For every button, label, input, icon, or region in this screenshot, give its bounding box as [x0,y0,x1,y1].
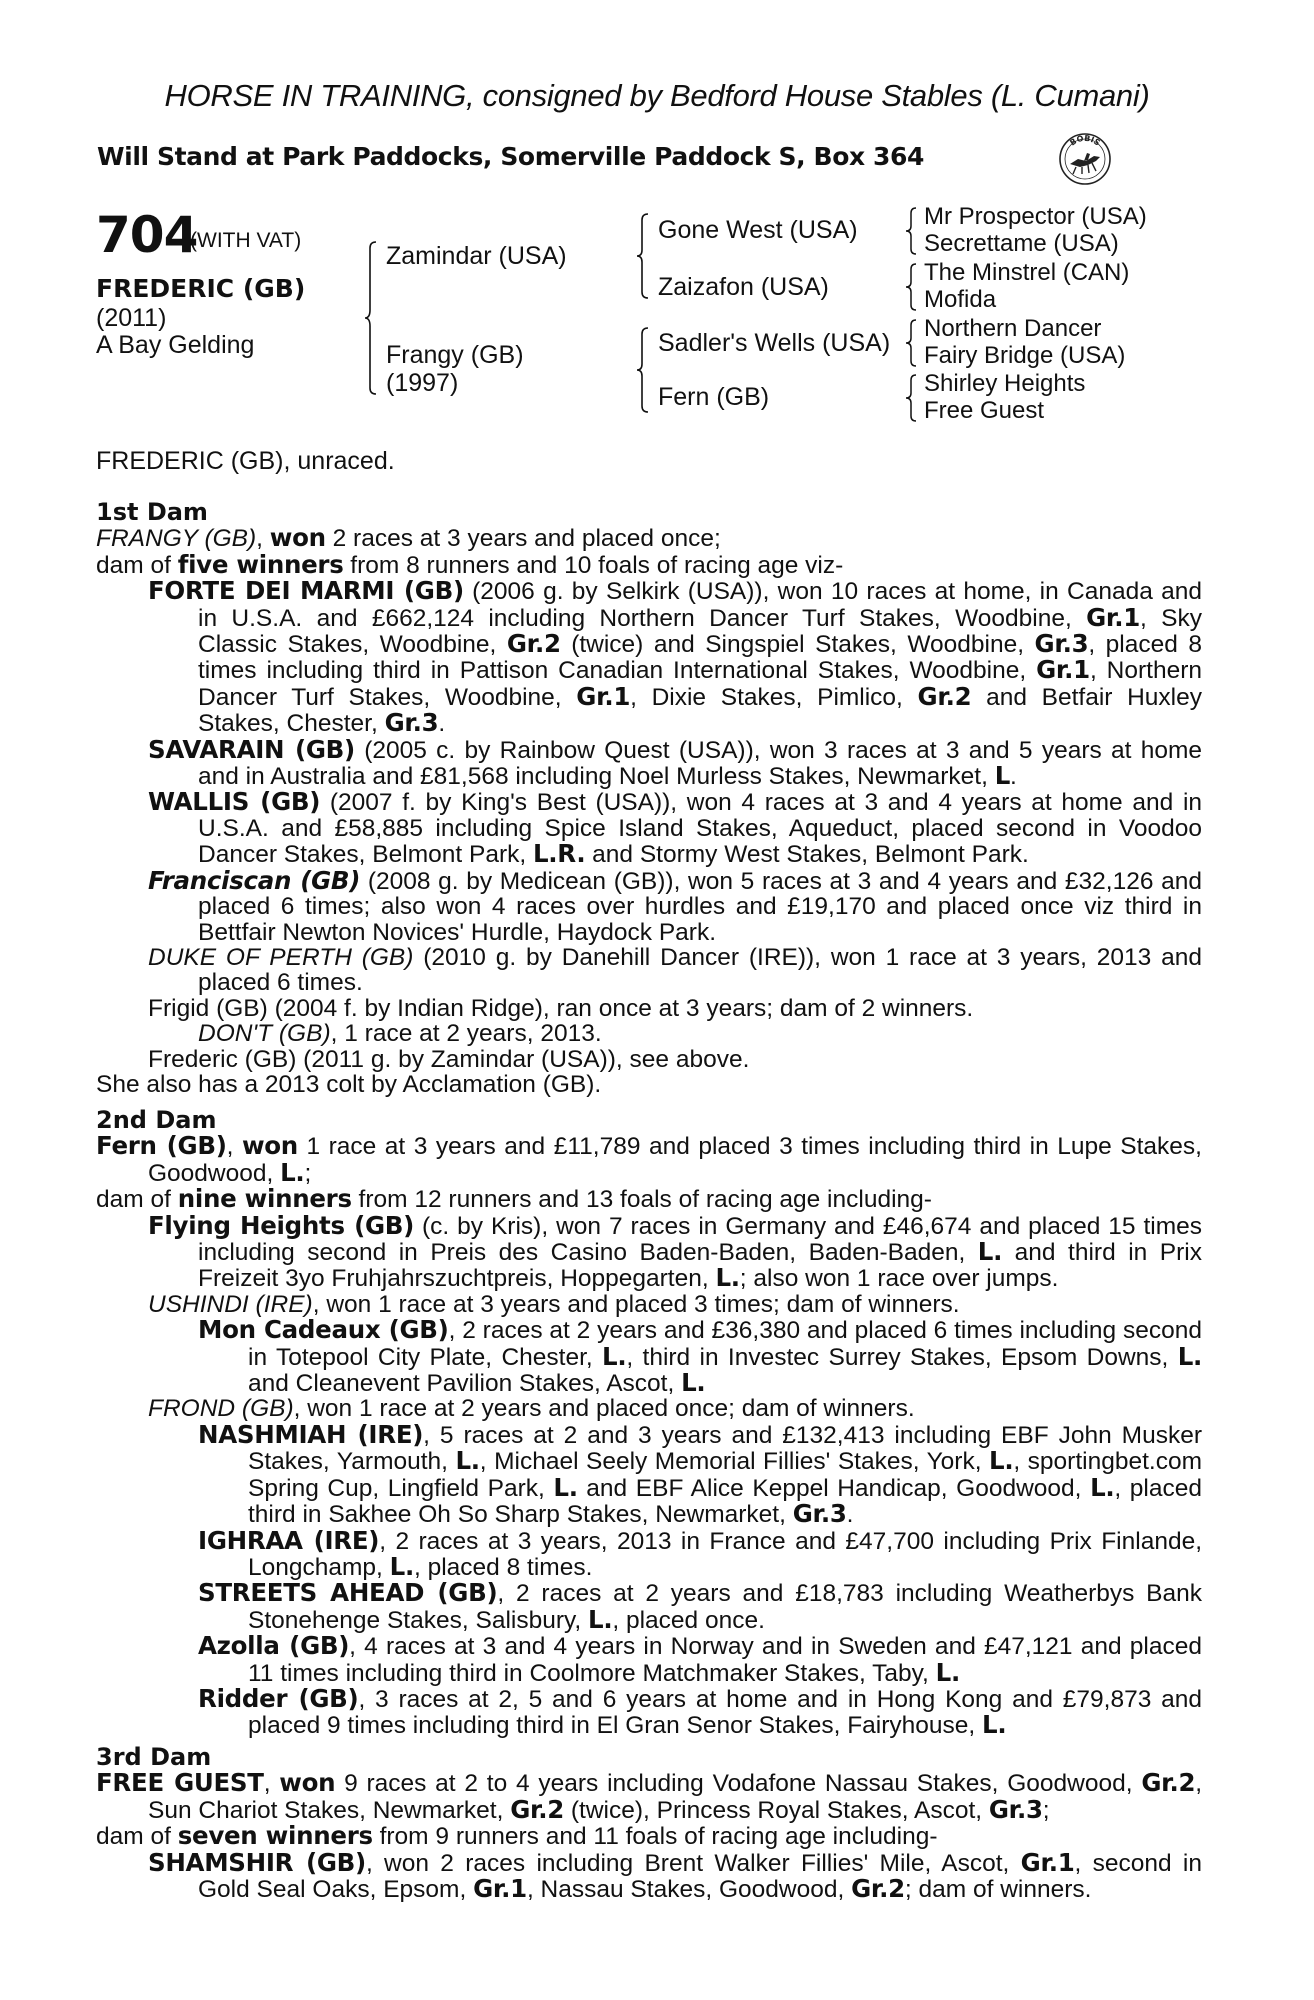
pedigree-bracket-sire [636,212,654,300]
pedigree-sire-sire: Gone West (USA) [658,216,858,244]
stand-location: Will Stand at Park Paddocks, Somerville Paddock S, Box 364 [97,142,924,171]
bobis-text: BOBIS [1068,133,1102,148]
horse-description: A Bay Gelding [96,331,255,359]
third-dam-record: FREE GUEST, won 9 races at 2 to 4 years including Vodafone Nassau Stakes, Goodwood, Gr.2, Sun Chariot Stakes, Newmarket, Gr.2 (twice), Princess Royal Stakes, Ascot, Gr.3; [96,1768,1203,1824]
produce-entry: Franciscan (GB) (2008 g. by Medicean (GB)), won 5 races at 3 and 4 years and £32,126 and placed 6 times; also won 4 races over hurdles and £19,170 and placed once viz third in Bettfair Newton Novices' Hurdle, Haydock Park. [148,865,1202,946]
bobis-seal-text [1058,132,1112,186]
produce-entry: Frigid (GB) (2004 f. by Indian Ridge), ran once at 3 years; dam of 2 winners. [148,994,974,1022]
produce-entry: Flying Heights (GB) (c. by Kris), won 7 races in Germany and £46,674 and placed 15 times including second in Preis des Casino Baden-Baden, Baden-Baden, L. and third in Prix Freizeit 3yo Fruhjahrszuchtpreis, Hoppegarten, L.; also won 1 race over jumps. [148,1210,1203,1293]
race-record: FREDERIC (GB), unraced. [96,447,395,475]
produce-entry: Frederic (GB) (2011 g. by Zamindar (USA)), see above. [148,1045,750,1073]
first-dam-heading: 1st Dam [96,498,208,526]
produce-entry: FORTE DEI MARMI (GB) (2006 g. by Selkirk (USA)), won 10 races at home, in Canada and in U.S.A. and £662,124 including Northern Dancer Turf Stakes, Woodbine, Gr.1, Sky Classic Stakes, Woodbine, Gr.2 (twice) and Singspiel Stakes, Woodbine, Gr.3, placed 8 times including third in Pattison Canadian International Stakes, Woodbine, Gr.1, Northern Dancer Turf Stakes, Woodbine, Gr.1, Dixie Stakes, Pimlico, Gr.2 and Betfair Huxley Stakes, Chester, Gr.3. [148,576,1203,738]
second-dam-summary: dam of nine winners from 12 runners and 13 foals of racing age including- [96,1184,932,1214]
pedigree-dam-sire: Sadler's Wells (USA) [658,329,891,357]
pedigree-bracket-dd [904,373,920,423]
pedigree-dam-year: (1997) [386,369,459,397]
produce-sub-entry: DON'T (GB), 1 race at 2 years, 2013. [198,1020,602,1048]
pedigree-bracket-dam [636,326,654,414]
horse-name: FREDERIC (GB) [96,274,306,303]
produce-sub-entry: STREETS AHEAD (GB), 2 races at 2 years and £18,783 including Weatherbys Bank Stonehenge Stakes, Salisbury, L., placed once. [198,1578,1202,1634]
svg-text:BOBIS [1068,134,1102,148]
first-dam-record: FRANGY (GB), won 2 races at 3 years and placed once; [96,523,721,553]
second-dam-heading: 2nd Dam [96,1106,217,1134]
produce-entry: USHINDI (IRE), won 1 race at 3 years and placed 3 times; dam of winners. [148,1290,960,1318]
produce-sub-entry: IGHRAA (IRE), 2 races at 3 years, 2013 in France and £47,700 including Prix Finlande, Longchamp, L., placed 8 times. [198,1525,1203,1581]
second-dam-record: Fern (GB), won 1 race at 3 years and £11,789 and placed 3 times including third in Lupe Stakes, Goodwood, L.; [96,1131,1202,1187]
horse-year: (2011) [96,304,167,332]
pedigree-ddd: Free Guest [924,397,1045,424]
pedigree-dss: Northern Dancer [924,315,1102,342]
consignor-heading: HORSE IN TRAINING, consigned by Bedford House Stables (L. Cumani) [164,78,1150,113]
pedigree-dam-dam: Fern (GB) [658,383,770,411]
produce-entry: SAVARAIN (GB) (2005 c. by Rainbow Quest (USA)), won 3 races at 3 and 5 years at home and in Australia and £81,568 including Noel Murless Stakes, Newmarket, L. [148,734,1202,791]
produce-sub-entry: Mon Cadeaux (GB), 2 races at 2 years and £36,380 and placed 6 times including second in Totepool City Plate, Chester, L., third in Investec Surrey Stakes, Epsom Downs, L. and Cleanevent Pavilion Stakes, Ascot, L. [198,1315,1203,1398]
produce-entry: FROND (GB), won 1 race at 2 years and placed once; dam of winners. [148,1395,915,1423]
pedigree-sds: The Minstrel (CAN) [924,259,1130,286]
pedigree-sire-dam: Zaizafon (USA) [658,273,829,301]
pedigree-dsd: Fairy Bridge (USA) [924,342,1126,369]
produce-entry: DUKE OF PERTH (GB) (2010 g. by Danehill Dancer (IRE)), won 1 race at 3 years, 2013 and placed 6 times. [148,943,1202,997]
produce-sub-entry: Ridder (GB), 3 races at 2, 5 and 6 years at home and in Hong Kong and £79,873 and placed 9 times including third in El Gran Senor Stakes, Fairyhouse, L. [198,1683,1202,1740]
vat-label: (WITH VAT) [190,229,302,252]
second-dam-section [96,1108,1202,1739]
pedigree-bracket-ds [904,318,920,368]
pedigree-sss: Mr Prospector (USA) [924,203,1147,230]
pedigree-ssd: Secrettame (USA) [924,230,1119,257]
pedigree-dds: Shirley Heights [924,370,1086,397]
pedigree-sire: Zamindar (USA) [386,242,567,270]
produce-note: She also has a 2013 colt by Acclamation (GB). [96,1070,602,1098]
third-dam-section [96,1745,1202,1902]
pedigree-bracket-main [364,240,384,396]
third-dam-summary: dam of seven winners from 9 runners and 11 foals of racing age including- [96,1821,938,1851]
pedigree-bracket-sd [904,262,920,312]
pedigree-dam: Frangy (GB) [386,341,524,369]
pedigree-bracket-ss [904,206,920,256]
produce-entry: WALLIS (GB) (2007 f. by King's Best (USA)), won 4 races at 3 and 4 years at home and in U.S.A. and £58,885 including Spice Island Stakes, Aqueduct, placed second in Voodoo Dancer Stakes, Belmont Park, L.R. and Stormy West Stakes, Belmont Park. [148,787,1203,869]
produce-entry: SHAMSHIR (GB), won 2 races including Brent Walker Fillies' Mile, Ascot, Gr.1, second in Gold Seal Oaks, Epsom, Gr.1, Nassau Stakes, Goodwood, Gr.2; dam of winners. [148,1847,1202,1904]
produce-sub-entry: NASHMIAH (IRE), 5 races at 2 and 3 years and £132,413 including EBF John Musker Stakes, Yarmouth, L., Michael Seely Memorial Fillies' Stakes, York, L., sportingbet.com Spring Cup, Lingfield Park, L. and EBF Alice Keppel Handicap, Goodwood, L., placed third in Sakhee Oh So Sharp Stakes, Newmarket, Gr.3. [198,1419,1202,1529]
first-dam-section [96,500,1202,1097]
first-dam-summary: dam of five winners from 8 runners and 10 foals of racing age viz- [96,549,844,579]
lot-number: 704 [96,206,198,264]
third-dam-heading: 3rd Dam [96,1743,212,1771]
produce-sub-entry: Azolla (GB), 4 races at 3 and 4 years in Norway and in Sweden and £47,121 and placed 11 times including third in Coolmore Matchmaker Stakes, Taby, L. [198,1631,1202,1687]
pedigree-sdd: Mofida [924,286,997,313]
